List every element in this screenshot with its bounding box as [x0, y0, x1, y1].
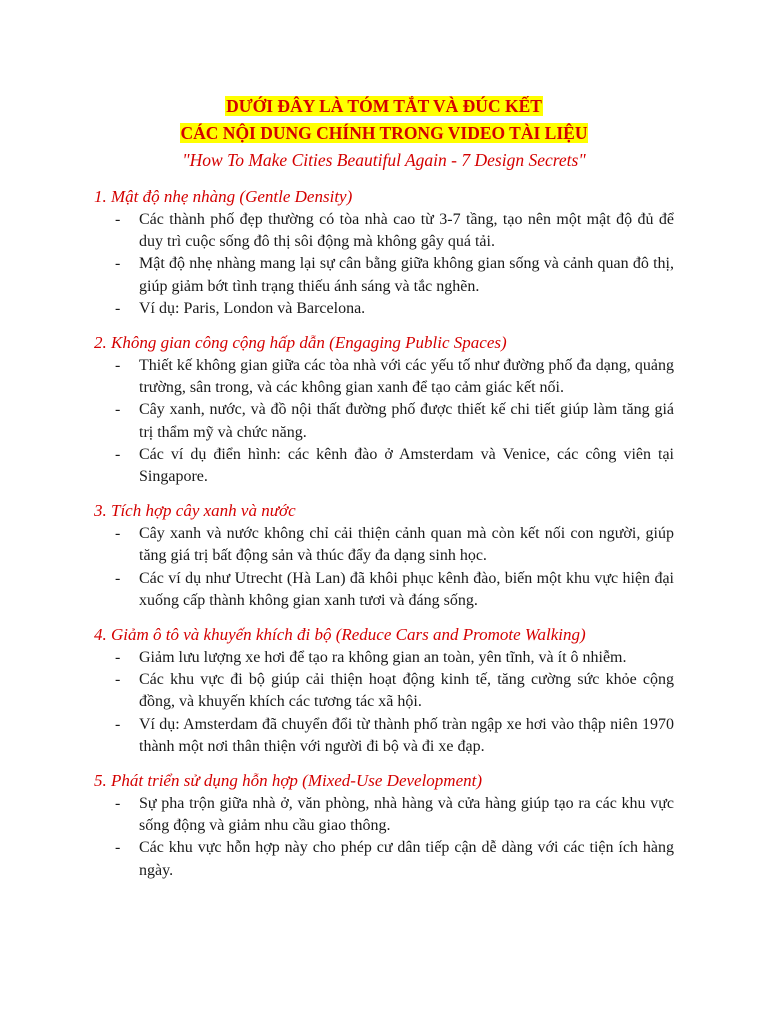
list-item: [94, 209, 674, 253]
list-item: [94, 523, 674, 567]
dash-bullet-icon: -: [115, 255, 121, 273]
video-title: "How To Make Cities Beautiful Again - 7 Design Secrets": [182, 150, 586, 170]
dash-bullet-icon: -: [115, 401, 121, 419]
list-item: [94, 568, 674, 612]
list-item: [94, 647, 674, 669]
dash-bullet-icon: -: [115, 839, 121, 857]
dash-bullet-icon: -: [115, 649, 121, 667]
dash-bullet-icon: -: [115, 525, 121, 543]
bullet-list: [94, 355, 674, 488]
title-line-2: CÁC NỘI DUNG CHÍNH TRONG VIDEO TÀI LIỆU: [180, 123, 588, 143]
list-item-text: Các ví dụ như Utrecht (Hà Lan) đã khôi phục kênh đào, biến một khu vực hiện đại xuống cấp thành không gian xanh tươi và đáng sống.: [139, 569, 674, 609]
dash-bullet-icon: -: [115, 795, 121, 813]
list-item-text: Các khu vực hỗn hợp này cho phép cư dân tiếp cận dễ dàng với các tiện ích hàng ngày.: [139, 839, 674, 879]
list-item: [94, 669, 674, 713]
list-item-text: Các thành phố đẹp thường có tòa nhà cao từ 3-7 tầng, tạo nên một mật độ đủ để duy trì cuộc sống đô thị sôi động mà không gây quá tải.: [139, 211, 674, 251]
list-item-text: Sự pha trộn giữa nhà ở, văn phòng, nhà hàng và cửa hàng giúp tạo ra các khu vực sống động và giảm nhu cầu giao thông.: [139, 795, 674, 835]
list-item: [94, 793, 674, 837]
list-item-text: Các khu vực đi bộ giúp cải thiện hoạt động kinh tế, tăng cường sức khỏe cộng đồng, và khuyến khích các tương tác xã hội.: [139, 671, 674, 711]
section-3: [94, 500, 674, 612]
section-title: 4. Giảm ô tô và khuyến khích đi bộ (Reduce Cars and Promote Walking): [94, 625, 586, 645]
list-item: [94, 399, 674, 443]
bullet-list: [94, 793, 674, 882]
list-item-text: Ví dụ: Paris, London và Barcelona.: [139, 299, 366, 317]
list-item: [94, 837, 674, 881]
dash-bullet-icon: -: [115, 299, 121, 317]
list-item-text: Thiết kế không gian giữa các tòa nhà với các yếu tố như đường phố đa dạng, quảng trường, sân trong, và các không gian xanh để tạo cảm giác kết nối.: [139, 357, 674, 397]
section-title: 5. Phát triển sử dụng hỗn hợp (Mixed-Use Development): [94, 771, 483, 791]
list-item-text: Các ví dụ điển hình: các kênh đào ở Amsterdam và Venice, các công viên tại Singapore.: [139, 445, 674, 486]
dash-bullet-icon: -: [115, 357, 121, 375]
list-item-text: Ví dụ: Amsterdam đã chuyển đổi từ thành phố tràn ngập xe hơi vào thập niên 1970 thành một nơi thân thiện với người đi bộ và đi xe đạp.: [139, 715, 674, 755]
section-title: 3. Tích hợp cây xanh và nước: [94, 501, 296, 521]
dash-bullet-icon: -: [115, 569, 121, 587]
document-header: [0, 96, 768, 170]
list-item-text: Cây xanh và nước không chỉ cải thiện cảnh quan mà còn kết nối con người, giúp tăng giá trị bất động sản và thúc đẩy đa dạng sinh học.: [139, 525, 674, 565]
bullet-list: [94, 647, 674, 758]
section-5: [94, 770, 674, 882]
dash-bullet-icon: -: [115, 671, 121, 689]
section-2: [94, 332, 674, 488]
list-item: [94, 298, 674, 320]
bullet-list: [94, 209, 674, 320]
dash-bullet-icon: -: [115, 715, 121, 733]
section-1: [94, 186, 674, 320]
section-4: [94, 624, 674, 758]
list-item: [94, 444, 674, 488]
list-item: [94, 253, 674, 297]
list-item: [94, 355, 674, 399]
list-item-text: Cây xanh, nước, và đồ nội thất đường phố được thiết kế chi tiết giúp làm tăng giá trị thẩm mỹ và chức năng.: [139, 401, 674, 441]
list-item-text: Giảm lưu lượng xe hơi để tạo ra không gian an toàn, yên tĩnh, và ít ô nhiễm.: [139, 649, 627, 667]
dash-bullet-icon: -: [115, 211, 121, 228]
section-title: 1. Mật độ nhẹ nhàng (Gentle Density): [94, 187, 353, 206]
document-body: [94, 186, 674, 894]
bullet-list: [94, 523, 674, 612]
list-item-text: Mật độ nhẹ nhàng mang lại sự cân bằng giữa không gian sống và cảnh quan đô thị, giúp giảm bớt tình trạng thiếu ánh sáng và tắc nghẽn.: [139, 255, 674, 295]
dash-bullet-icon: -: [115, 445, 121, 463]
section-title: 2. Không gian công cộng hấp dẫn (Engaging Public Spaces): [94, 333, 507, 353]
title-line-1: DƯỚI ĐÂY LÀ TÓM TẮT VÀ ĐÚC KẾT: [226, 96, 542, 116]
list-item: [94, 714, 674, 758]
